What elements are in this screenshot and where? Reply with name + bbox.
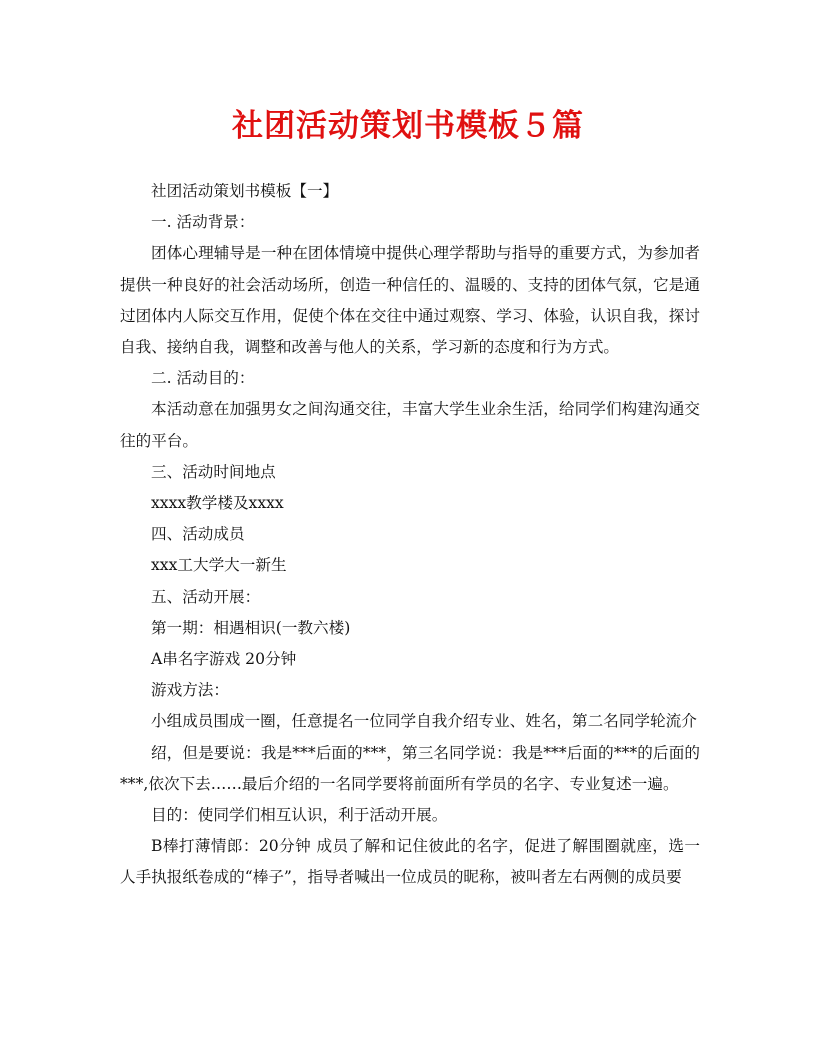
paragraph: B棒打薄情郎：20分钟 成员了解和记住彼此的名字，促进了解围圈就座，选一人手执报纸卷成的“棒子”，指导者喊出一位成员的昵称，被叫者左右两侧的成员要 [120,837,700,887]
paragraph: 团体心理辅导是一种在团体情境中提供心理学帮助与指导的重要方式，为参加者提供一种良好的社会活动场所，创造一种信任的、温暖的、支持的团体气氛，它是通过团体内人际交互作用，促使个体在交往中通过观察、学习、体验，认识自我，探讨自我、接纳自我，调整和改善与他人的关系，学习新的态度和行为方式。 [120,244,700,357]
paragraph: 三、活动时间地点 [151,462,276,481]
paragraph: 社团活动策划书模板【一】 [151,182,339,200]
paragraph: 本活动意在加强男女之间沟通交往，丰富大学生业余生活，给同学们构建沟通交往的平台。 [120,400,700,450]
document-body [120,176,700,894]
paragraph: 游戏方法： [151,681,229,700]
paragraph: xxx工大学大一新生 [151,556,287,575]
paragraph: A串名字游戏 20分钟 [151,650,297,669]
paragraph: 一. 活动背景： [151,213,255,232]
document-title: 社团活动策划书模板５篇 [232,108,584,144]
paragraph: xxxx教学楼及xxxx [151,494,284,513]
paragraph: 目的：使同学们相互认识，利于活动开展。 [151,806,448,825]
paragraph: 四、活动成员 [151,525,245,544]
paragraph: 二. 活动目的： [151,369,255,388]
paragraph: 第一期：相遇相识(一教六楼) [151,618,351,637]
paragraph: 绍，但是要说：我是***后面的***，第三名同学说：我是***后面的***的后面的***,依次下去……最后介绍的一名同学要将前面所有学员的名字、专业复述一遍。 [120,743,700,793]
paragraph: 五、活动开展： [151,587,261,606]
paragraph: 小组成员围成一圈，任意提名一位同学自我介绍专业、姓名，第二名同学轮流介 [151,712,697,731]
